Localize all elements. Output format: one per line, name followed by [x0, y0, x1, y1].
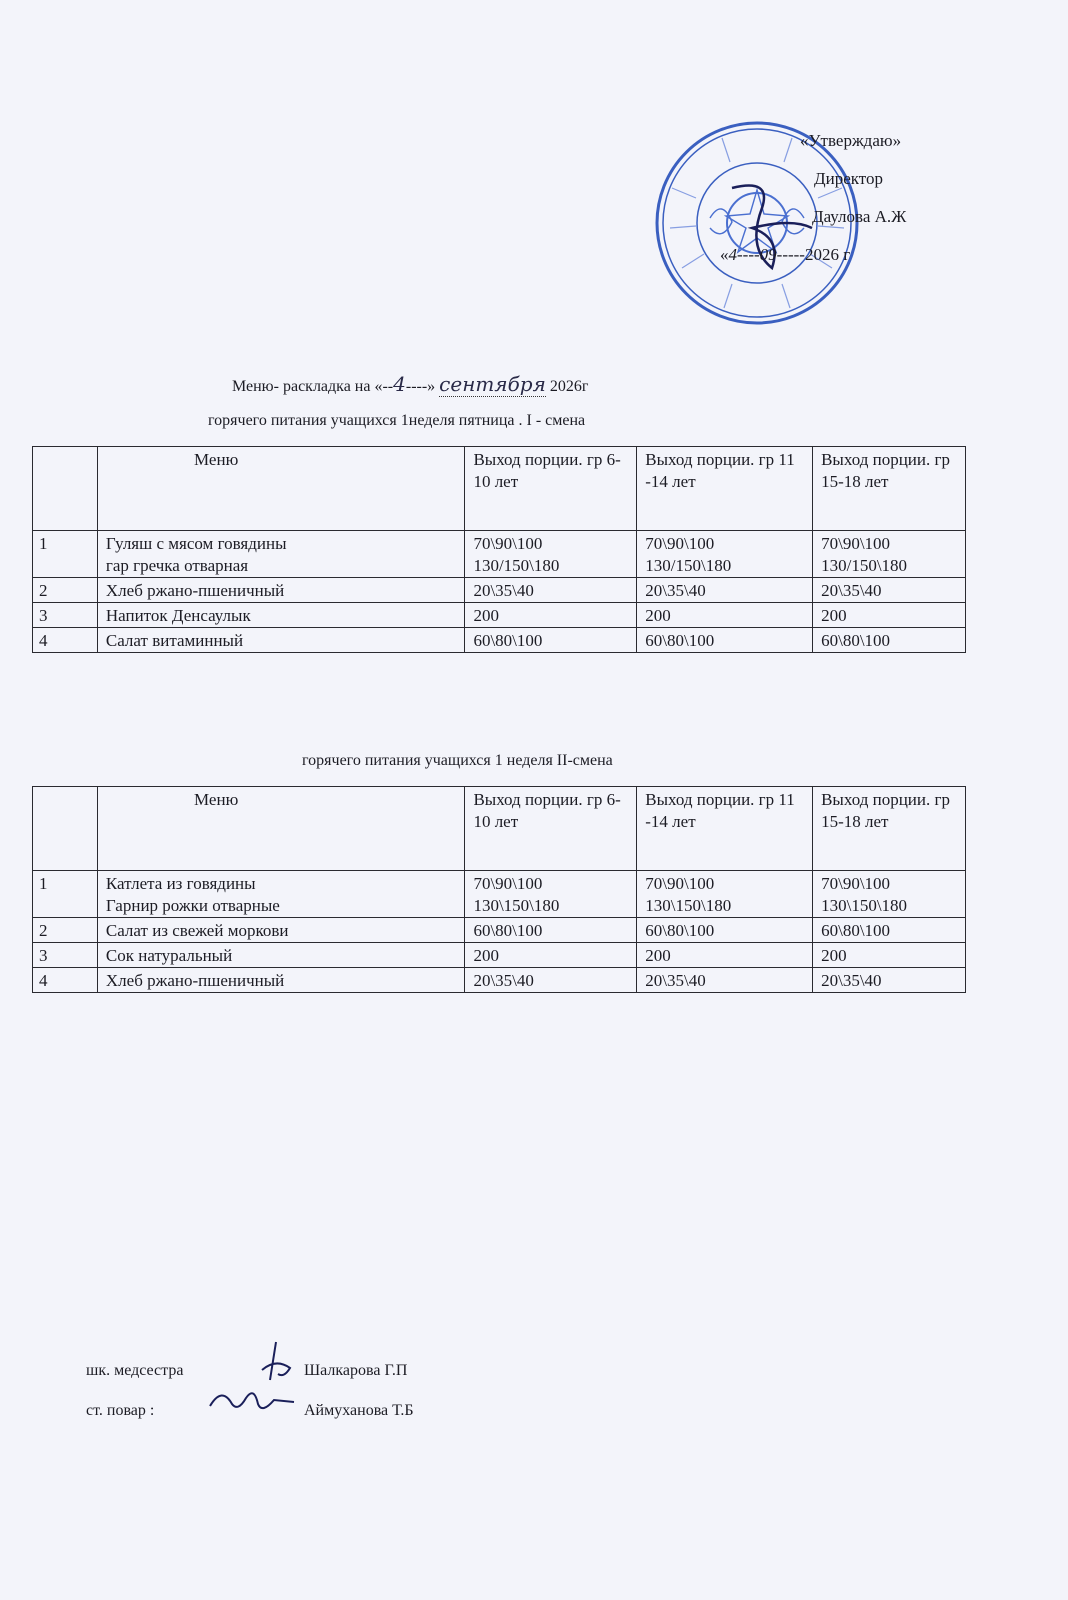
dish-name: Салат из свежей моркови [97, 918, 465, 943]
portion-11-14: 200 [637, 603, 813, 628]
portion-line: 130/150\180 [821, 556, 908, 575]
row-number: 2 [33, 918, 98, 943]
table-row [33, 968, 966, 993]
portion-6-10: 20\35\40 [465, 968, 637, 993]
page-title [232, 372, 588, 397]
cook-signature-scribble [204, 1382, 300, 1418]
dish-name: Хлеб ржано-пшеничный [97, 968, 465, 993]
dish-line: Гуляш с мясом говядины [105, 534, 287, 553]
row-number: 4 [33, 628, 98, 653]
portion-15-18: 20\35\40 [813, 578, 966, 603]
nurse-signature-scribble [256, 1340, 296, 1386]
nurse-name: Шалкарова Г.П [304, 1362, 408, 1379]
portion-15-18: 200 [813, 943, 966, 968]
portion-line: 70\90\100 [821, 874, 891, 893]
title-day: 4 [393, 372, 406, 396]
approval-date: «4----09-----2026 г [720, 245, 851, 264]
header-num-cell [33, 787, 98, 871]
table-row [33, 943, 966, 968]
dish-name: Хлеб ржано-пшеничный [97, 578, 465, 603]
row-number: 3 [33, 603, 98, 628]
portion-6-10: 20\35\40 [465, 578, 637, 603]
portion-6-10: 200 [465, 603, 637, 628]
portion-11-14: 200 [637, 943, 813, 968]
portion-15-18 [813, 871, 966, 918]
portion-line: 130/150\180 [473, 556, 560, 575]
table-row [33, 628, 966, 653]
table1-subtitle: горячего питания учащихся 1неделя пятница . I - смена [208, 412, 586, 429]
portion-15-18: 60\80\100 [813, 628, 966, 653]
portion-6-10 [465, 871, 637, 918]
table-row [33, 918, 966, 943]
approval-block [720, 122, 907, 274]
header-age-15-18: Выход порции. гр 15-18 лет [813, 787, 966, 871]
dish-line: Гарнир рожки отварные [105, 896, 280, 915]
header-age-6-10: Выход порции. гр 6-10 лет [465, 447, 637, 531]
nurse-label: шк. медсестра [86, 1362, 184, 1379]
header-num-cell [33, 447, 98, 531]
portion-11-14: 60\80\100 [637, 628, 813, 653]
portion-line: 130\150\180 [821, 896, 908, 915]
dish-name [97, 531, 465, 578]
portion-line: 70\90\100 [821, 534, 891, 553]
portion-15-18: 60\80\100 [813, 918, 966, 943]
header-menu: Меню [97, 787, 465, 871]
portion-15-18: 200 [813, 603, 966, 628]
portion-line: 70\90\100 [645, 534, 715, 553]
table-row [33, 578, 966, 603]
portion-11-14: 20\35\40 [637, 968, 813, 993]
dish-name: Напиток Денсаулык [97, 603, 465, 628]
portion-11-14: 20\35\40 [637, 578, 813, 603]
portion-6-10: 60\80\100 [465, 628, 637, 653]
portion-line: 70\90\100 [645, 874, 715, 893]
approval-date-year: 2026 г [804, 245, 851, 264]
row-number: 4 [33, 968, 98, 993]
title-year: 2026г [549, 378, 589, 395]
approval-director-name: Даулова А.Ж [812, 207, 907, 226]
table-row [33, 871, 966, 918]
row-number: 3 [33, 943, 98, 968]
portion-6-10 [465, 531, 637, 578]
table-header-row [33, 447, 966, 531]
portion-11-14 [637, 531, 813, 578]
table-row [33, 603, 966, 628]
row-number: 2 [33, 578, 98, 603]
cook-label: ст. повар : [86, 1402, 155, 1419]
portion-11-14 [637, 871, 813, 918]
portion-line: 130\150\180 [645, 896, 732, 915]
header-age-11-14: Выход порции. гр 11 -14 лет [637, 787, 813, 871]
approval-date-day: 4 [728, 245, 737, 264]
header-age-15-18: Выход порции. гр 15-18 лет [813, 447, 966, 531]
cook-name: Аймуханова Т.Б [304, 1402, 414, 1419]
portion-15-18: 20\35\40 [813, 968, 966, 993]
dish-line: Катлета из говядины [105, 874, 256, 893]
menu-table-shift2 [32, 786, 966, 993]
title-prefix: Меню- раскладка на «-- [232, 378, 394, 395]
row-number: 1 [33, 871, 98, 918]
dish-name: Салат витаминный [97, 628, 465, 653]
header-age-6-10: Выход порции. гр 6-10 лет [465, 787, 637, 871]
dish-line: гар гречка отварная [105, 556, 249, 575]
cook-signature-line [86, 1402, 414, 1420]
portion-6-10: 200 [465, 943, 637, 968]
portion-line: 70\90\100 [473, 534, 543, 553]
dish-name: Сок натуральный [97, 943, 465, 968]
portion-line: 130\150\180 [473, 896, 560, 915]
portion-15-18 [813, 531, 966, 578]
approval-heading: «Утверждаю» [800, 131, 902, 150]
title-month: сентября [439, 372, 546, 396]
nurse-signature-line [86, 1362, 408, 1380]
header-menu: Меню [97, 447, 465, 531]
portion-11-14: 60\80\100 [637, 918, 813, 943]
portion-6-10: 60\80\100 [465, 918, 637, 943]
approval-position: Директор [814, 169, 883, 188]
header-age-11-14: Выход порции. гр 11 -14 лет [637, 447, 813, 531]
portion-line: 130/150\180 [645, 556, 732, 575]
row-number: 1 [33, 531, 98, 578]
portion-line: 70\90\100 [473, 874, 543, 893]
dish-name [97, 871, 465, 918]
table2-subtitle: горячего питания учащихся 1 неделя II-смена [302, 752, 613, 769]
table-row [33, 531, 966, 578]
menu-table-shift1 [32, 446, 966, 653]
title-mid: ----» [405, 378, 436, 395]
table-header-row [33, 787, 966, 871]
approval-date-month: 09 [759, 245, 777, 264]
